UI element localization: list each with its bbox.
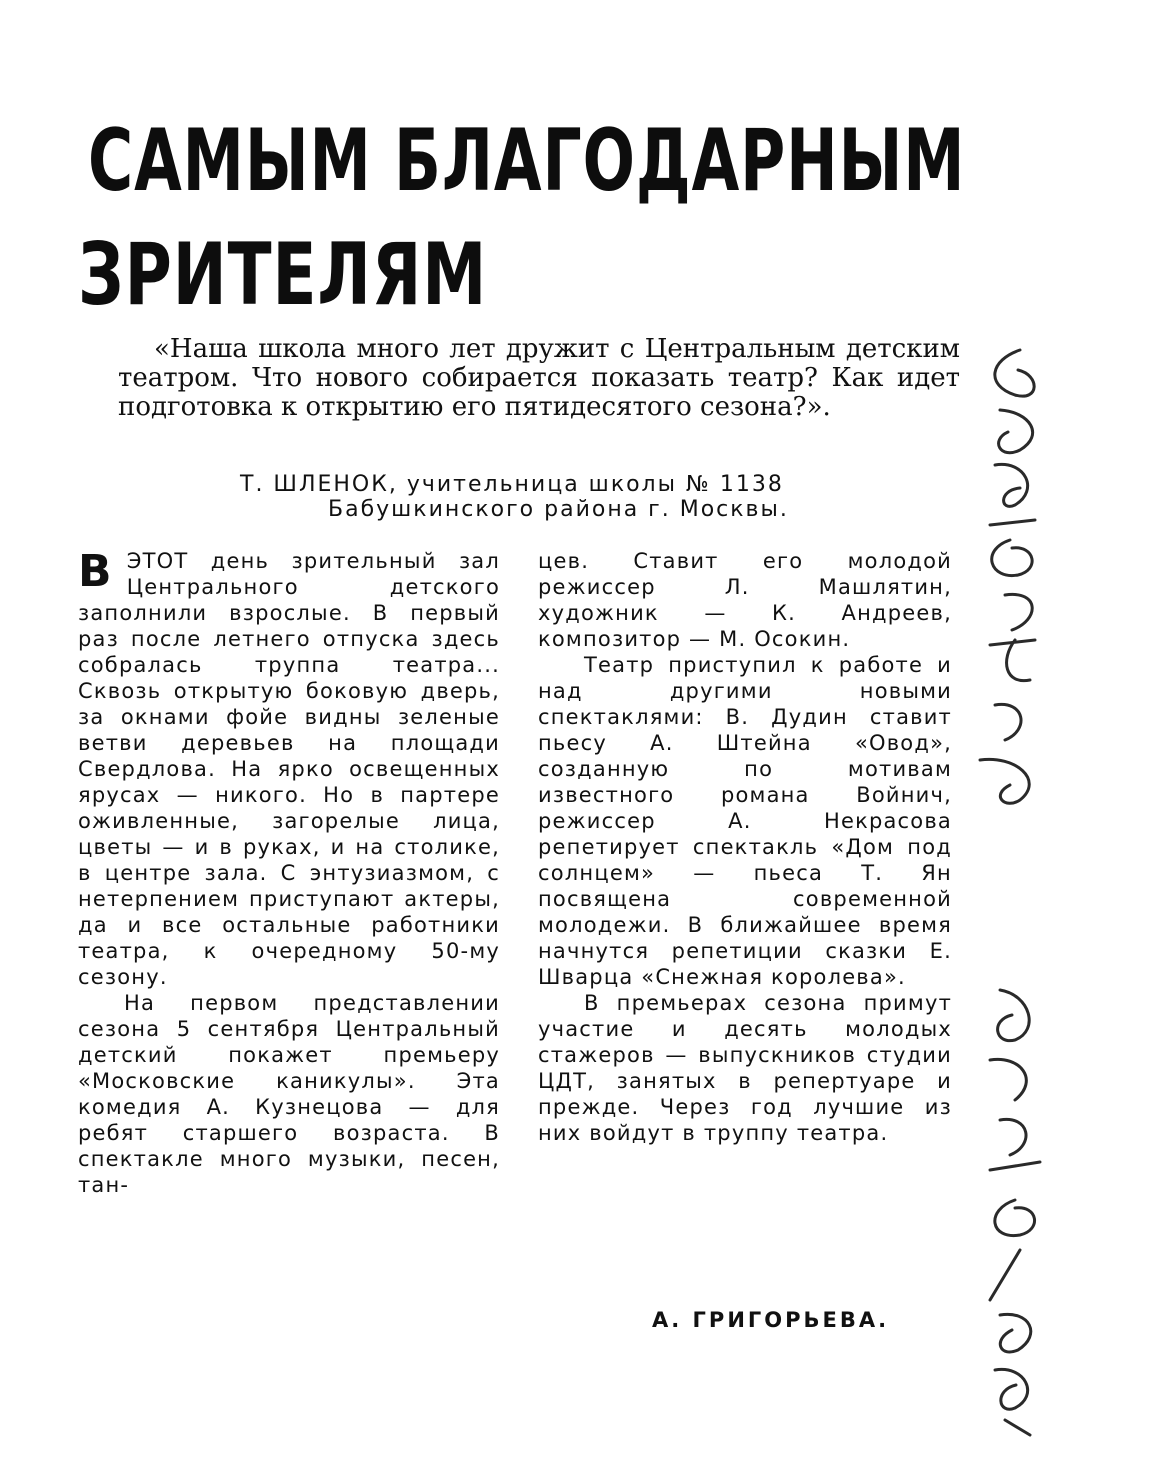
- article-column-right: [538, 548, 952, 1146]
- headline-line-1: САМЫМ БЛАГОДАРНЫМ: [88, 110, 966, 211]
- paragraph-2: На первом представлении сезона 5 сентября Центральный детский покажет премьеру «Московские каникулы». Эта комедия А. Кузнецова — для ребят старшего возраста. В спектакле много музыки, песен, тан-: [78, 991, 500, 1197]
- handwritten-signature-graphic: [960, 340, 1070, 1440]
- byline-location: Бабушкинского района г. Москвы.: [328, 497, 789, 522]
- paragraph-5: В премьерах сезона примут участие и десять молодых стажеров — выпускников студии ЦДТ, занятых в репертуаре и прежде. Через год лучшие из них войдут в труппу театра.: [538, 991, 952, 1145]
- headline-line-2: ЗРИТЕЛЯМ: [78, 224, 488, 325]
- handwritten-note: [960, 340, 1070, 1440]
- article-column-left: [78, 548, 500, 1198]
- paragraph-1: [78, 548, 500, 990]
- byline-author: Т. ШЛЕНОК, учительница школы № 1138: [240, 472, 784, 497]
- lead-quote: «Наша школа много лет дружит с Центральным детским театром. Что нового собирается показать театр? Как идет подготовка к открытию его пятидесятого сезона?».: [118, 334, 960, 422]
- paragraph-4: Театр приступил к работе и над другими новыми спектаклями: В. Дудин ставит пьесу А. Штейна «Овод», созданную по мотивам известного романа Войнич, режиссер А. Некрасова репетирует спектакль «Дом под солнцем» — пьеса Т. Ян посвящена современной молодежи. В ближайшее время начнутся репетиции сказки Е. Шварца «Снежная королева».: [538, 653, 952, 989]
- paragraph-1-text: ЭТОТ день зрительный зал Центрального детского заполнили взрослые. В первый раз после летнего отпуска здесь собралась труппа театра... Сквозь открытую боковую дверь, за окнами фойе видны зеленые ветви деревьев на площади Свердлова. На ярко освещенных ярусах — никого. Но в партере оживленные, загорелые лица, цветы — и в руках, и на столике, в центре зала. С энтузиазмом, с нетерпением приступают актеры, да и все остальные работники театра, к очередному 50-му сезону.: [78, 549, 500, 989]
- article-author: А. ГРИГОРЬЕВА.: [652, 1308, 890, 1332]
- drop-cap: В: [78, 546, 113, 597]
- paragraph-3: цев. Ставит его молодой режиссер Л. Машлятин, художник — К. Андреев, композитор — М. Осокин.: [538, 549, 952, 651]
